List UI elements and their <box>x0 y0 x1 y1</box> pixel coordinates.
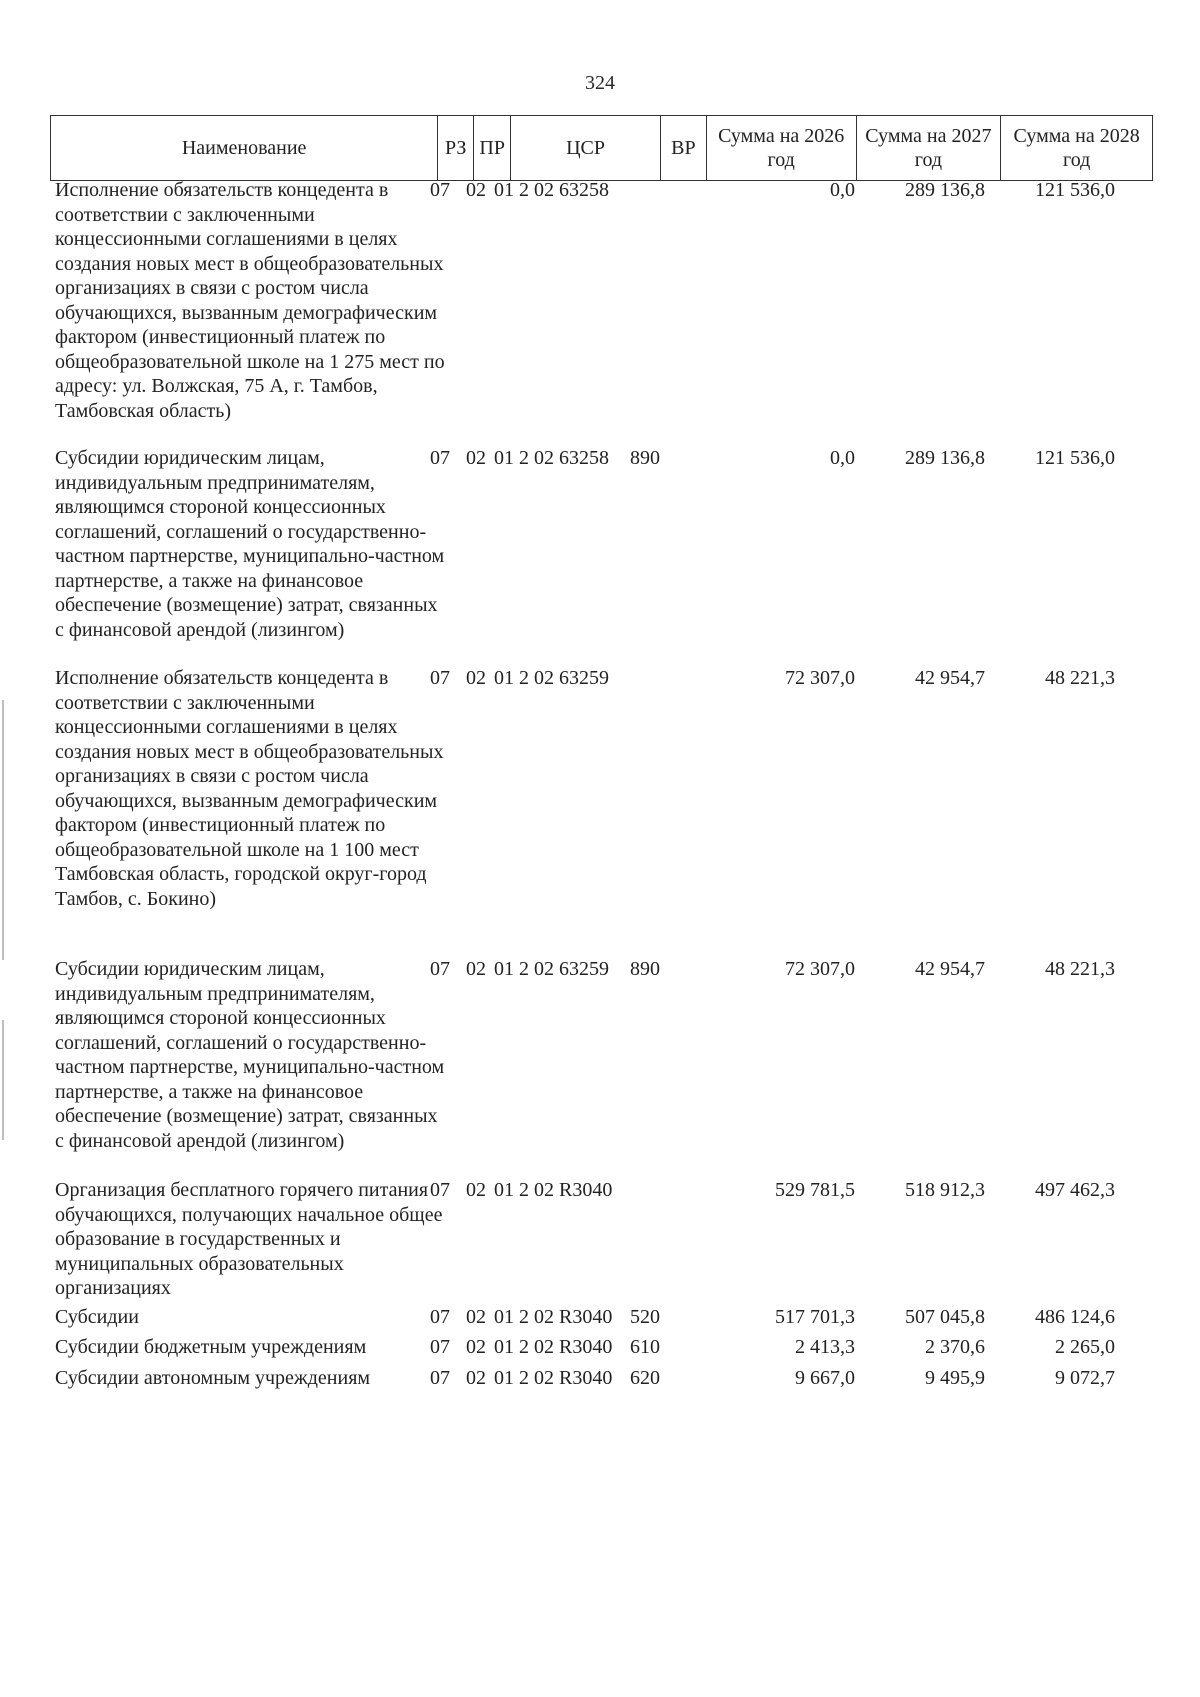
row-pr: 02 <box>466 179 486 201</box>
row-sum-2027: 289 136,8 <box>905 447 985 469</box>
row-vr: 610 <box>630 1336 660 1358</box>
row-sum-2026: 0,0 <box>830 447 855 469</box>
row-rz: 07 <box>430 179 450 201</box>
row-csr: 01 2 02 R3040 <box>494 1306 613 1328</box>
row-rz: 07 <box>430 1306 450 1328</box>
page-number: 324 <box>585 72 615 94</box>
row-sum-2027: 9 495,9 <box>925 1367 985 1389</box>
header-sum-2028: Сумма на 2028 год <box>1000 116 1152 180</box>
row-rz: 07 <box>430 667 450 689</box>
row-sum-2028: 9 072,7 <box>1055 1367 1115 1389</box>
row-sum-2026: 517 701,3 <box>775 1306 855 1328</box>
row-rz: 07 <box>430 1179 450 1201</box>
row-vr: 620 <box>630 1367 660 1389</box>
row-pr: 02 <box>466 1336 486 1358</box>
row-pr: 02 <box>466 447 486 469</box>
header-csr: ЦСР <box>510 116 660 180</box>
row-csr: 01 2 02 R3040 <box>494 1367 613 1389</box>
row-name: Субсидии бюджетным учреждениям <box>55 1336 367 1358</box>
row-sum-2026: 2 413,3 <box>795 1336 855 1358</box>
row-sum-2026: 529 781,5 <box>775 1179 855 1201</box>
row-vr: 520 <box>630 1306 660 1328</box>
row-pr: 02 <box>466 1306 486 1328</box>
row-sum-2028: 486 124,6 <box>1035 1306 1115 1328</box>
row-vr: 890 <box>630 958 660 980</box>
header-vr: ВР <box>660 116 706 180</box>
row-rz: 07 <box>430 1367 450 1389</box>
row-sum-2028: 497 462,3 <box>1035 1179 1115 1201</box>
row-csr: 01 2 02 R3040 <box>494 1179 613 1201</box>
header-pr: ПР <box>473 116 510 180</box>
row-sum-2026: 9 667,0 <box>795 1367 855 1389</box>
row-vr: 890 <box>630 447 660 469</box>
row-sum-2028: 2 265,0 <box>1055 1336 1115 1358</box>
row-rz: 07 <box>430 958 450 980</box>
row-pr: 02 <box>466 667 486 689</box>
row-pr: 02 <box>466 1179 486 1201</box>
row-name: Субсидии автономным учреждениям <box>55 1367 371 1389</box>
row-sum-2027: 2 370,6 <box>925 1336 985 1358</box>
header-name: Наименование <box>181 137 307 159</box>
row-sum-2026: 72 307,0 <box>785 958 855 980</box>
scan-edge-mark <box>2 1020 4 1140</box>
row-csr: 01 2 02 63259 <box>494 667 609 689</box>
row-csr: 01 2 02 R3040 <box>494 1336 613 1358</box>
row-sum-2026: 0,0 <box>830 179 855 201</box>
header-sum-2027: Сумма на 2027 год <box>856 116 1001 180</box>
row-name: Субсидии юридическим лицам, индивидуальным предпринимателям, являющимся стороной концессионных соглашений, соглашений о государственно-частном партнерстве, муниципально-частном партнерстве, а также на финансовое обеспечение (возмещение) затрат, связанных с финансовой арендой (лизингом) <box>55 958 445 1152</box>
row-sum-2027: 507 045,8 <box>905 1306 985 1328</box>
row-sum-2027: 42 954,7 <box>915 958 985 980</box>
row-sum-2028: 121 536,0 <box>1035 447 1115 469</box>
row-sum-2027: 518 912,3 <box>905 1179 985 1201</box>
scan-edge-mark <box>2 700 4 960</box>
table-header <box>50 115 1153 181</box>
row-csr: 01 2 02 63259 <box>494 958 609 980</box>
header-sum-2026: Сумма на 2026 год <box>706 116 856 180</box>
row-sum-2027: 289 136,8 <box>905 179 985 201</box>
row-name: Субсидии <box>55 1306 139 1328</box>
row-csr: 01 2 02 63258 <box>494 179 609 201</box>
row-sum-2027: 42 954,7 <box>915 667 985 689</box>
row-sum-2028: 121 536,0 <box>1035 179 1115 201</box>
row-name: Организация бесплатного горячего питания обучающихся, получающих начальное общее образование в государственных и муниципальных образовательных организациях <box>55 1179 443 1299</box>
row-sum-2026: 72 307,0 <box>785 667 855 689</box>
row-pr: 02 <box>466 1367 486 1389</box>
row-rz: 07 <box>430 1336 450 1358</box>
row-sum-2028: 48 221,3 <box>1045 958 1115 980</box>
row-csr: 01 2 02 63258 <box>494 447 609 469</box>
row-rz: 07 <box>430 447 450 469</box>
row-sum-2028: 48 221,3 <box>1045 667 1115 689</box>
row-name: Исполнение обязательств концедента в соответствии с заключенными концессионными соглашениями в целях создания новых мест в общеобразовательных организациях в связи с ростом числа обучающихся, вызванным демографическим фактором (инвестиционный платеж по общеобразовательной школе на 1 275 мест по адресу: ул. Волжская, 75 А, г. Тамбов, Тамбовская область) <box>55 179 445 422</box>
header-rz: РЗ <box>437 116 473 180</box>
row-name: Исполнение обязательств концедента в соответствии с заключенными концессионными соглашениями в целях создания новых мест в общеобразовательных организациях в связи с ростом числа обучающихся, вызванным демографическим фактором (инвестиционный платеж по общеобразовательной школе на 1 100 мест Тамбовская область, городской округ-город Тамбов, с. Бокино) <box>55 667 444 910</box>
row-name: Субсидии юридическим лицам, индивидуальным предпринимателям, являющимся стороной концессионных соглашений, соглашений о государственно-частном партнерстве, муниципально-частном партнерстве, а также на финансовое обеспечение (возмещение) затрат, связанных с финансовой арендой (лизингом) <box>55 447 445 641</box>
row-pr: 02 <box>466 958 486 980</box>
